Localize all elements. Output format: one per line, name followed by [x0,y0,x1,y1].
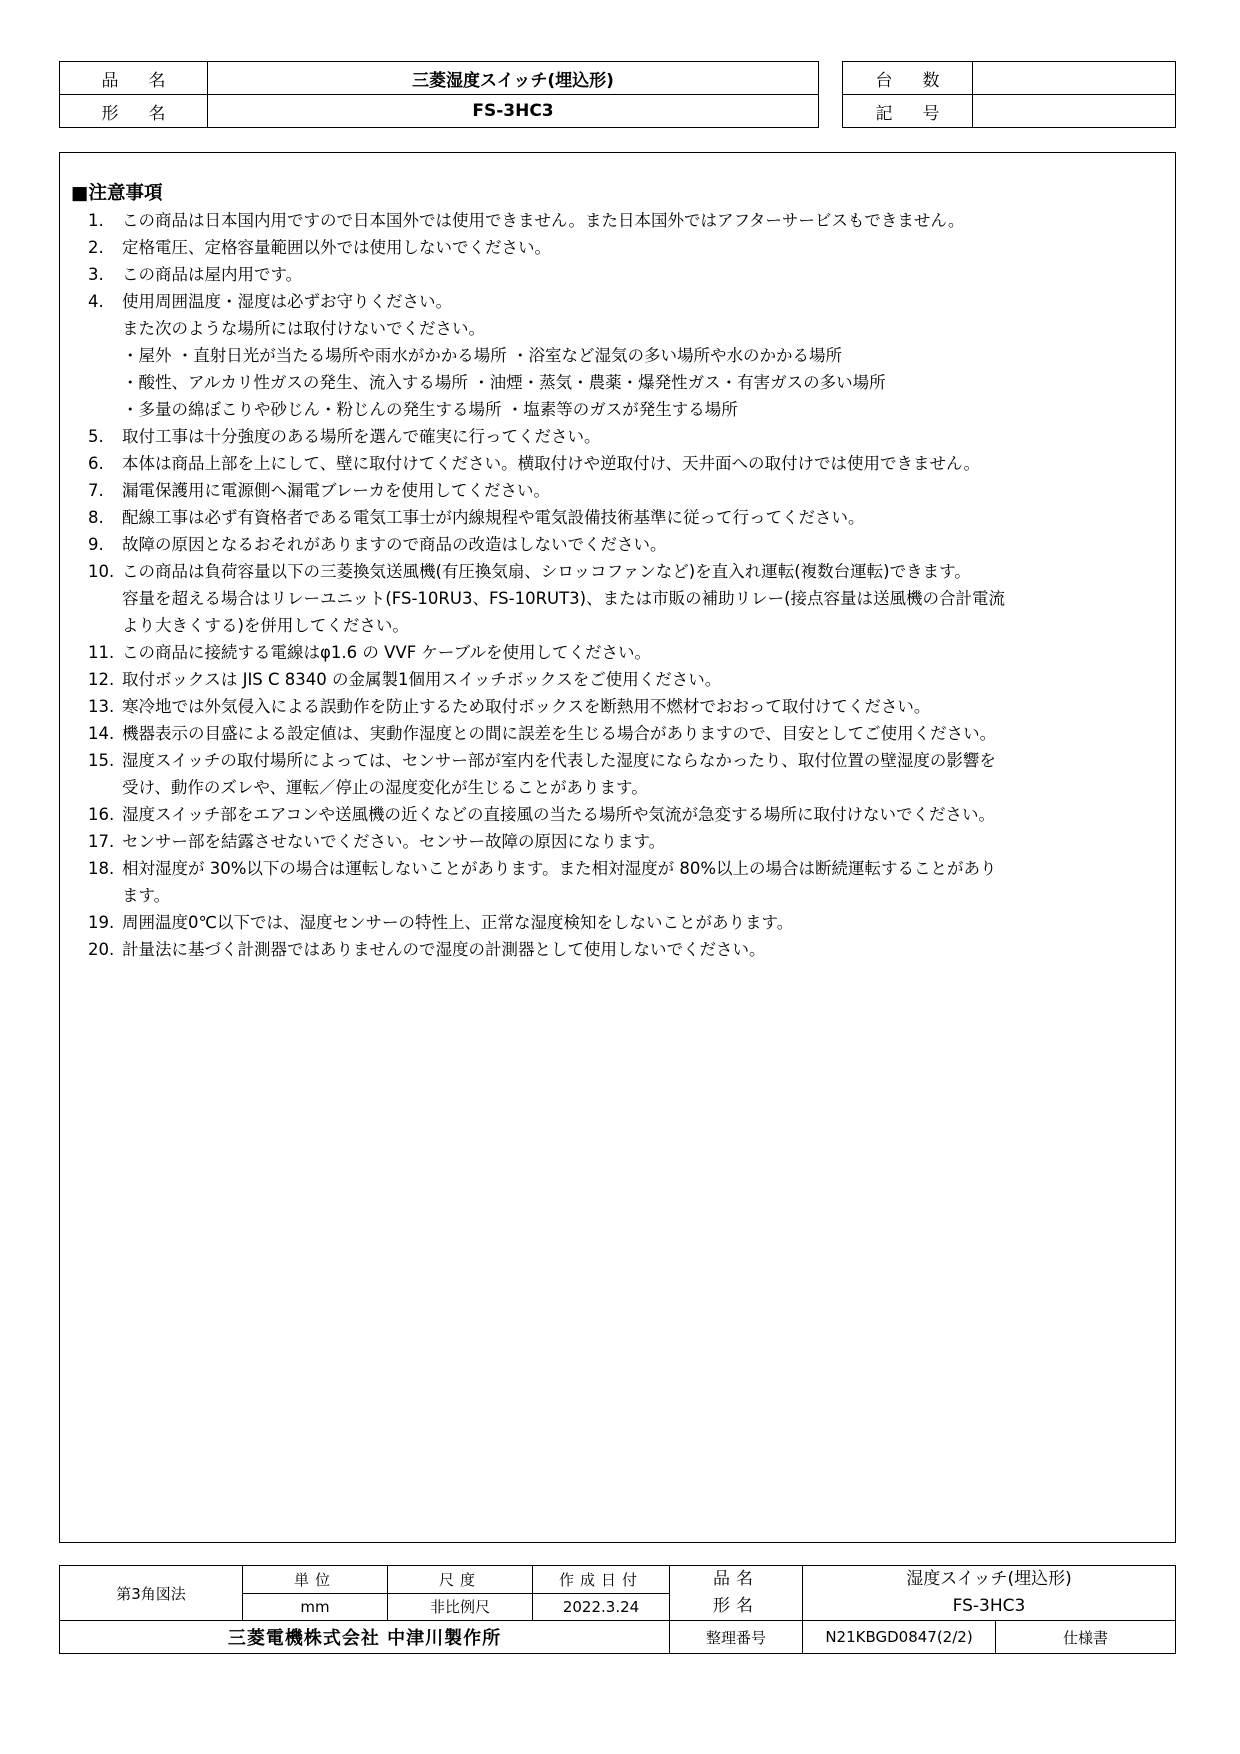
notes-section [59,152,1176,1543]
mark-value [973,95,1176,128]
note-item [88,855,1168,909]
note-line: 計量法に基づく計測器ではありませんので湿度の計測器として使用しないでください。 [122,940,766,959]
note-item [88,288,1168,423]
note-item [88,720,1168,747]
header-product-table [59,61,819,128]
note-item [88,693,1168,720]
unit-value: mm [243,1593,388,1621]
note-line: 故障の原因となるおそれがありますので商品の改造はしないでください。 [122,535,667,554]
note-item [88,747,1168,801]
note-number: 9. [88,535,104,554]
date-value: 2022.3.24 [533,1593,670,1621]
footer-product-name: 湿度スイッチ(埋込形) [906,1569,1072,1589]
note-line: この商品は屋内用です。 [122,265,303,284]
note-line: 定格電圧、定格容量範囲以外では使用しないでください。 [122,238,551,257]
scale-value: 非比例尺 [388,1593,533,1621]
note-number: 13. [88,697,115,716]
note-item [88,504,1168,531]
note-number: 12. [88,670,115,689]
note-item [88,531,1168,558]
note-number: 4. [88,292,104,311]
note-item [88,666,1168,693]
note-number: 8. [88,508,104,527]
note-line: ・酸性、アルカリ性ガスの発生、流入する場所 ・油煙・蒸気・農薬・爆発性ガス・有害ガスの多い場所 [122,373,886,392]
note-number: 16. [88,805,115,824]
note-line: この商品は負荷容量以下の三菱換気送風機(有圧換気扇、シロッコファンなど)を直入れ運転(複数台運転)できます。 [122,562,971,581]
header-quantity-table [842,61,1176,128]
date-label: 作成日付 [533,1566,670,1594]
note-item [88,909,1168,936]
note-line: ・多量の綿ぼこりや砂じん・粉じんの発生する場所 ・塩素等のガスが発生する場所 [122,400,738,419]
note-number: 18. [88,859,115,878]
note-number: 11. [88,643,115,662]
note-number: 19. [88,913,115,932]
note-line: 本体は商品上部を上にして、壁に取付けてください。横取付けや逆取付け、天井面への取付けでは使用できません。 [122,454,980,473]
note-number: 14. [88,724,115,743]
note-number: 5. [88,427,104,446]
scale-label: 尺度 [388,1566,533,1594]
note-number: 17. [88,832,115,851]
note-number: 2. [88,238,104,257]
footer-product-name-label: 品名 [713,1569,759,1589]
note-item [88,828,1168,855]
note-item [88,801,1168,828]
model-value: FS-3HC3 [208,95,819,128]
note-item [88,639,1168,666]
note-number: 7. [88,481,104,500]
note-item [88,261,1168,288]
note-line: ます。 [122,886,171,905]
footer-model: FS-3HC3 [952,1596,1026,1616]
note-line: 受け、動作のズレや、運転／停止の湿度変化が生じることがあります。 [122,778,648,797]
note-number: 3. [88,265,104,284]
note-line: より大きくする)を併用してください。 [122,616,409,635]
note-line: 相対湿度が 30%以下の場合は運転しないことがあります。また相対湿度が 80%以上の場合は断続運転することがあり [122,859,997,878]
note-line: 湿度スイッチ部をエアコンや送風機の近くなどの直接風の当たる場所や気流が急変する場所に取付けないでください。 [122,805,996,824]
doc-type: 仕様書 [996,1621,1176,1654]
model-label: 形名 [60,95,208,128]
notes-heading: ■注意事項 [71,183,163,204]
note-line: 周囲温度0℃以下では、湿度センサーの特性上、正常な湿度検知をしないことがあります。 [122,913,794,932]
title-block [59,1565,1176,1654]
note-item [88,207,1168,234]
note-number: 15. [88,751,115,770]
note-line: ・屋外 ・直射日光が当たる場所や雨水がかかる場所 ・浴室など湿気の多い場所や水のかかる場所 [122,346,842,365]
footer-name-values [803,1566,1176,1621]
note-number: 20. [88,940,115,959]
projection-method: 第3角図法 [60,1566,243,1621]
product-name-value: 三菱湿度スイッチ(埋込形) [208,62,819,95]
note-item [88,558,1168,639]
note-line: 機器表示の目盛による設定値は、実動作湿度との間に誤差を生じる場合がありますので、目安としてご使用ください。 [122,724,997,743]
note-line: この商品は日本国内用ですので日本国外では使用できません。また日本国外ではアフターサービスもできません。 [122,211,965,230]
note-line: 湿度スイッチの取付場所によっては、センサー部が室内を代表した湿度にならなかったり、取付位置の壁湿度の影響を [122,751,996,770]
note-item [88,423,1168,450]
ref-number: N21KBGD0847(2/2) [803,1621,996,1654]
note-item [88,234,1168,261]
quantity-label: 台数 [843,62,973,95]
note-number: 10. [88,562,115,581]
quantity-value [973,62,1176,95]
note-line: また次のような場所には取付けないでください。 [122,319,485,338]
footer-model-label: 形名 [713,1596,759,1616]
note-line: 容量を超える場合はリレーユニット(FS-10RU3、FS-10RUT3)、または市販の補助リレー(接点容量は送風機の合計電流 [122,589,1006,608]
unit-label: 単位 [243,1566,388,1594]
note-line: 漏電保護用に電源側へ漏電ブレーカを使用してください。 [122,481,551,500]
note-line: 取付ボックスは JIS C 8340 の金属製1個用スイッチボックスをご使用ください。 [122,670,722,689]
note-line: この商品に接続する電線はφ1.6 の VVF ケーブルを使用してください。 [122,643,651,662]
note-line: センサー部を結露させないでください。センサー故障の原因になります。 [122,832,666,851]
company-name: 三菱電機株式会社 中津川製作所 [60,1621,670,1654]
mark-label: 記号 [843,95,973,128]
footer-name-labels [670,1566,803,1621]
note-line: 寒冷地では外気侵入による誤動作を防止するため取付ボックスを断熱用不燃材でおおって取付けてください。 [122,697,931,716]
note-number: 1. [88,211,104,230]
note-line: 配線工事は必ず有資格者である電気工事士が内線規程や電気設備技術基準に従って行ってください。 [122,508,865,527]
note-item [88,450,1168,477]
ref-label: 整理番号 [670,1621,803,1654]
note-item [88,477,1168,504]
notes-list [88,207,1168,963]
note-line: 取付工事は十分強度のある場所を選んで確実に行ってください。 [122,427,601,446]
note-item [88,936,1168,963]
note-number: 6. [88,454,104,473]
product-name-label: 品名 [60,62,208,95]
note-line: 使用周囲温度・湿度は必ずお守りください。 [122,292,452,311]
